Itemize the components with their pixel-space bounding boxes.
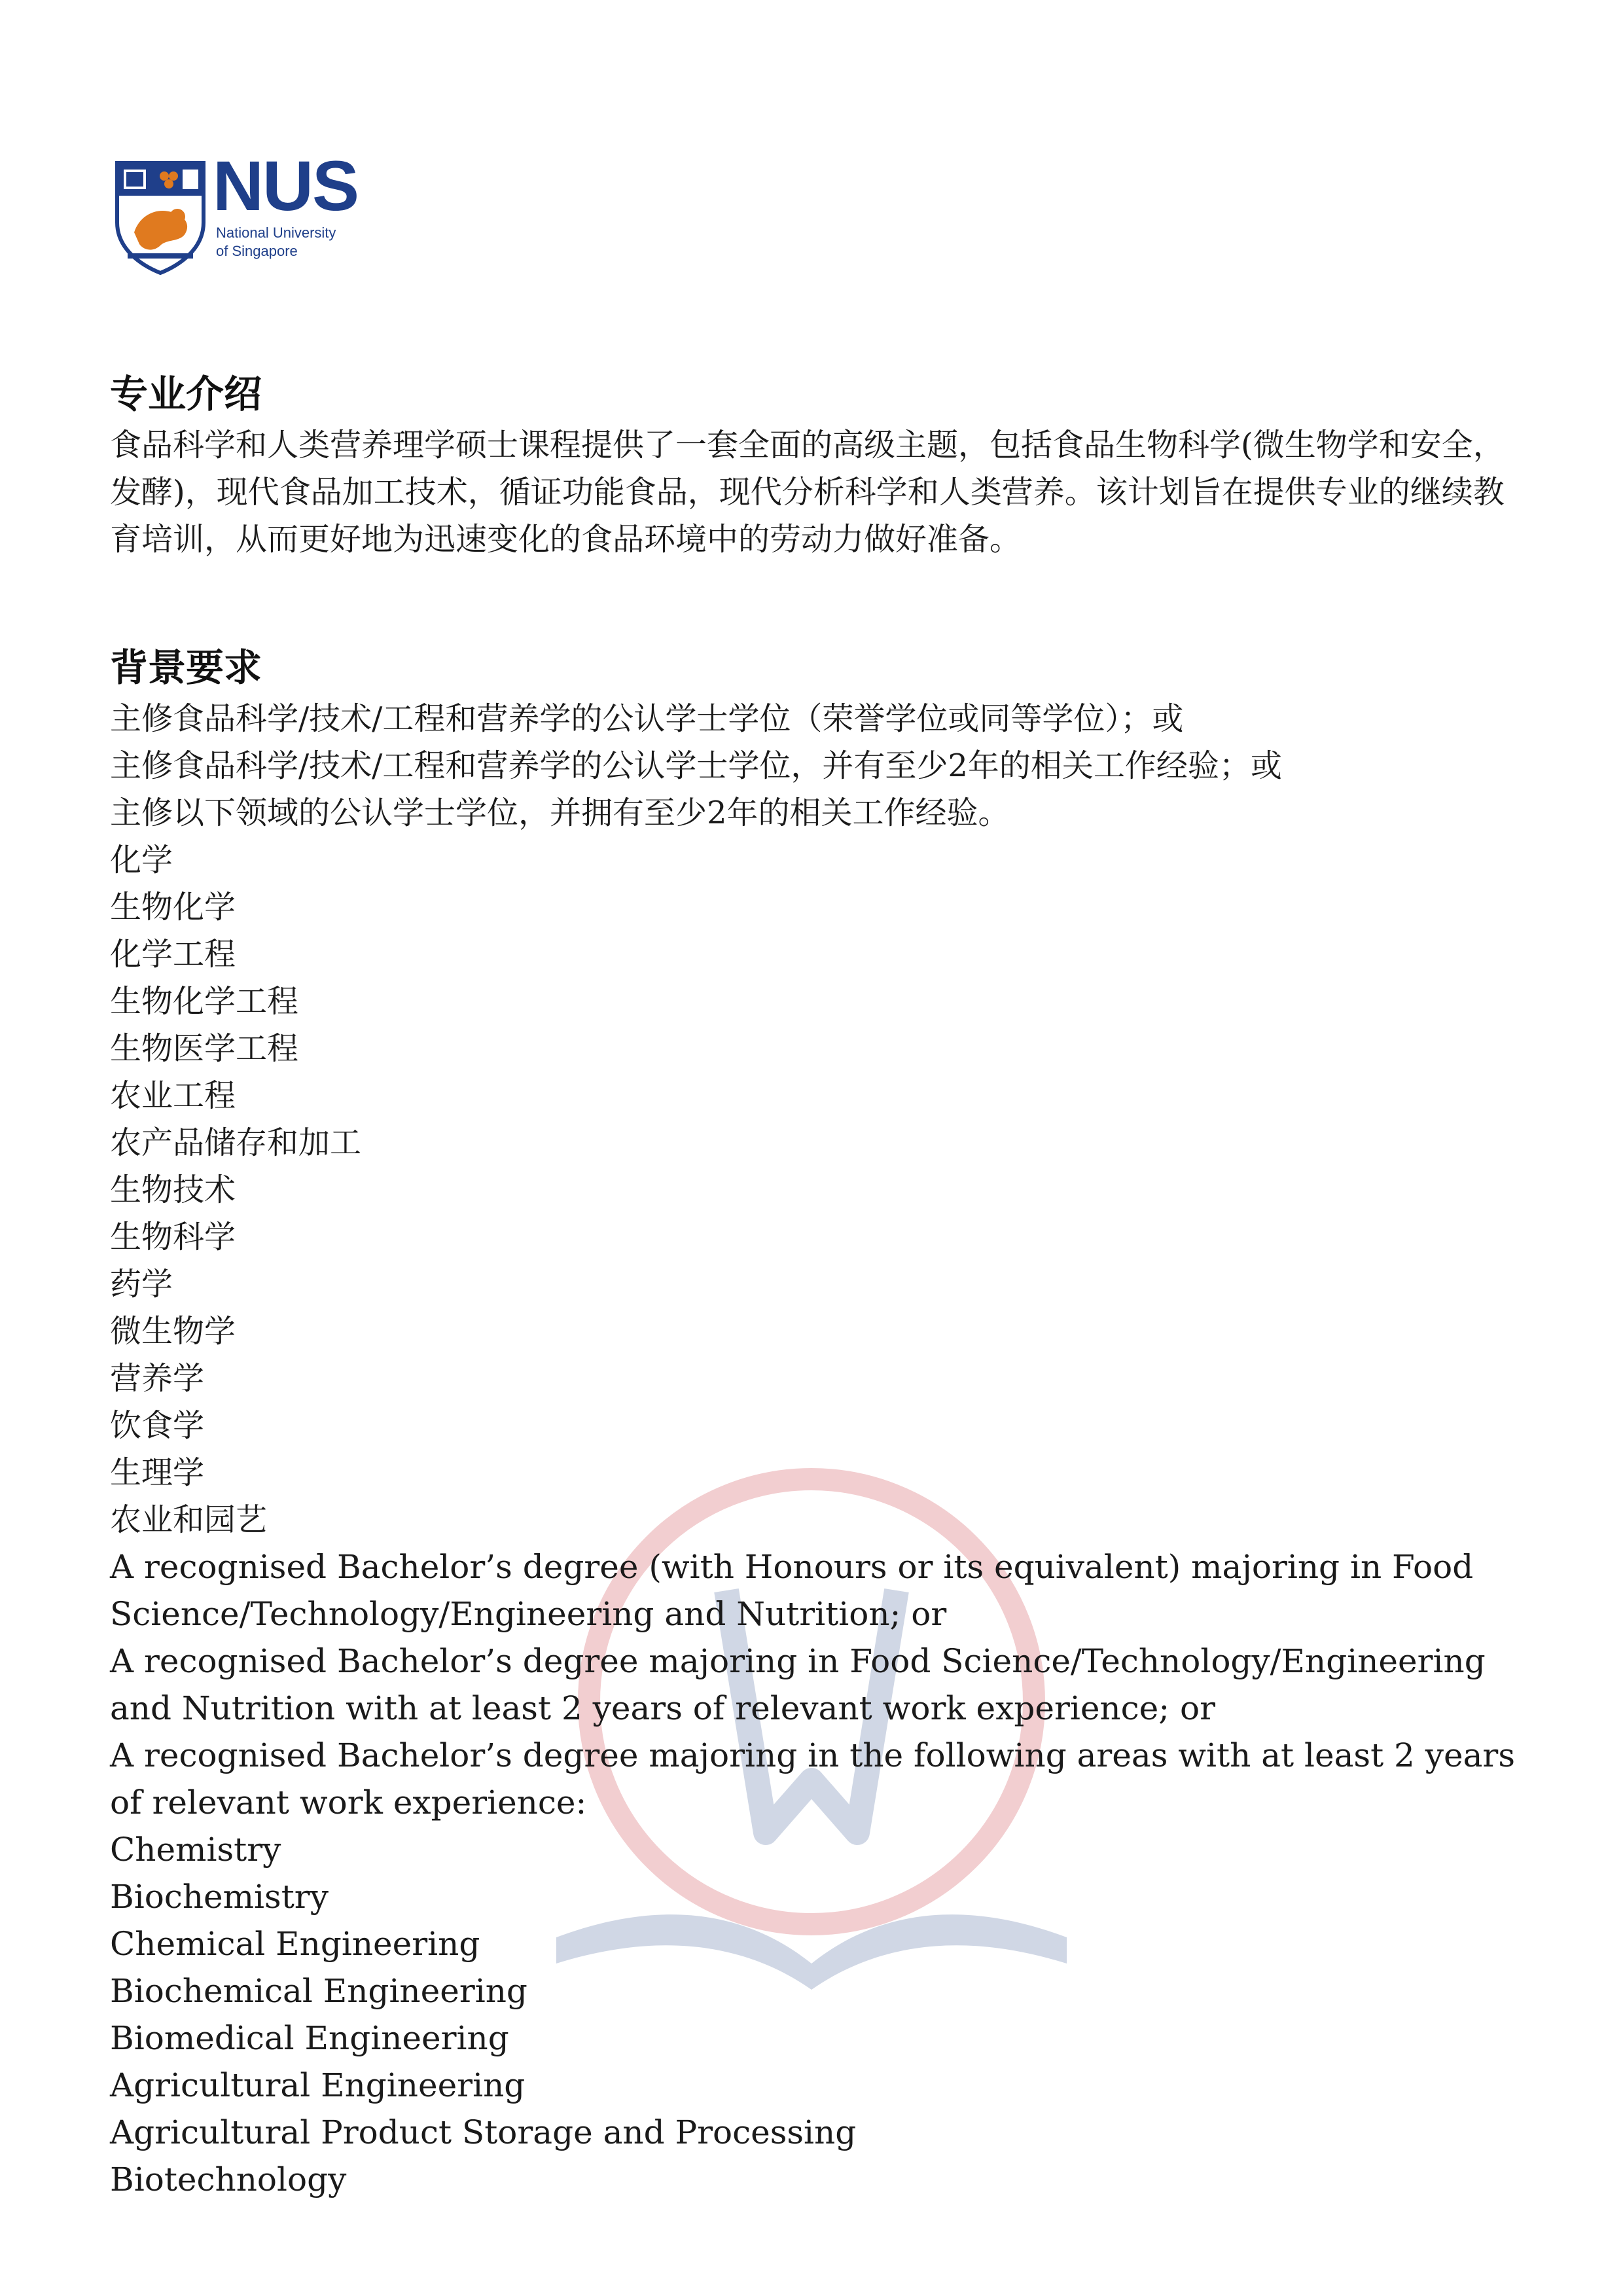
en-area-item: Biochemistry bbox=[110, 1878, 329, 1916]
cn-area-item: 化学工程 bbox=[110, 936, 236, 973]
en-requirement-3: A recognised Bachelor’s degree majoring in the following areas with at least 2 years of relevant work experience: bbox=[110, 1736, 1515, 1821]
en-area-item: Chemistry bbox=[110, 1831, 281, 1869]
logo-wordmark: NUS bbox=[213, 146, 359, 225]
cn-area-item: 药学 bbox=[110, 1266, 173, 1302]
cn-area-item: 生物科学 bbox=[110, 1219, 236, 1255]
nus-logo bbox=[111, 124, 386, 301]
logo-subtitle bbox=[216, 224, 386, 260]
cn-area-item: 生物医学工程 bbox=[110, 1030, 299, 1067]
en-area-item: Agricultural Product Storage and Processing bbox=[110, 2113, 857, 2151]
cn-area-item: 生物化学工程 bbox=[110, 983, 299, 1020]
cn-area-item: 农业和园艺 bbox=[110, 1501, 268, 1538]
cn-requirement-1: 主修食品科学/技术/工程和营养学的公认学士学位（荣誉学位或同等学位）；或 bbox=[110, 700, 1184, 737]
intro-text: 食品科学和人类营养理学硕士课程提供了一套全面的高级主题，包括食品生物科学(微生物学和安全，发酵)，现代食品加工技术，循证功能食品，现代分析科学和人类营养。该计划旨在提供专业的继续教育培训，从而更好地为迅速变化的食品环境中的劳动力做好准备。 bbox=[110, 427, 1505, 558]
en-requirement-1: A recognised Bachelor’s degree (with Honours or its equivalent) majoring in Food Science/Technology/Engineering and Nutrition; or bbox=[110, 1548, 1474, 1633]
logo-subtitle-line1: National University bbox=[216, 224, 336, 241]
cn-area-item: 农产品储存和加工 bbox=[110, 1124, 362, 1161]
requirements-title: 背景要求 bbox=[110, 645, 262, 690]
nus-crest-icon bbox=[115, 160, 206, 275]
intro-title: 专业介绍 bbox=[110, 372, 262, 416]
cn-area-item: 饮食学 bbox=[110, 1407, 205, 1444]
en-area-item: Agricultural Engineering bbox=[110, 2066, 526, 2104]
logo-subtitle-line2: of Singapore bbox=[216, 243, 298, 259]
cn-requirement-3: 主修以下领域的公认学士学位，并拥有至少2年的相关工作经验。 bbox=[110, 795, 1010, 831]
cn-requirement-2: 主修食品科学/技术/工程和营养学的公认学士学位，并有至少2年的相关工作经验；或 bbox=[110, 747, 1282, 784]
cn-area-item: 生物化学 bbox=[110, 889, 236, 925]
en-area-item: Biotechnology bbox=[110, 2161, 347, 2198]
en-area-item: Biochemical Engineering bbox=[110, 1972, 527, 2010]
cn-area-item: 营养学 bbox=[110, 1360, 205, 1397]
en-area-item: Chemical Engineering bbox=[110, 1925, 480, 1963]
en-area-item: Biomedical Engineering bbox=[110, 2019, 509, 2057]
cn-area-item: 农业工程 bbox=[110, 1077, 236, 1114]
cn-area-item: 生理学 bbox=[110, 1454, 205, 1491]
cn-area-item: 生物技术 bbox=[110, 1172, 236, 1208]
en-requirement-2: A recognised Bachelor’s degree majoring in Food Science/Technology/Engineering and Nutrition with at least 2 years of relevant work experience; or bbox=[110, 1642, 1486, 1727]
main-content bbox=[110, 367, 1517, 2203]
cn-area-item: 化学 bbox=[110, 842, 173, 878]
cn-area-item: 微生物学 bbox=[110, 1313, 236, 1350]
